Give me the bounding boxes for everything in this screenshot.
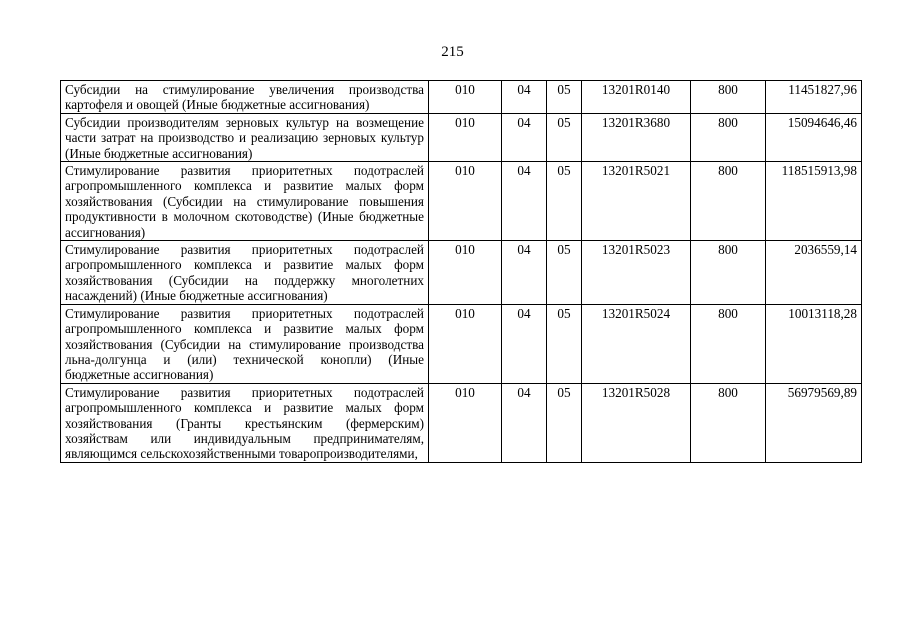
target-article-code: 13201R5028 xyxy=(582,383,691,462)
subsection-code: 05 xyxy=(547,81,582,114)
ministry-code: 010 xyxy=(429,383,502,462)
budget-table xyxy=(60,80,862,463)
ministry-code: 010 xyxy=(429,113,502,161)
table-body xyxy=(61,81,862,463)
expense-type-code: 800 xyxy=(691,113,766,161)
ministry-code: 010 xyxy=(429,304,502,383)
table-row xyxy=(61,81,862,114)
expense-type-code: 800 xyxy=(691,304,766,383)
amount-value: 15094646,46 xyxy=(766,113,862,161)
section-code: 04 xyxy=(502,241,547,305)
table-row xyxy=(61,383,862,462)
row-name: Стимулирование развития приоритетных подотраслей агропромышленного комплекса и развитие малых форм хозяйствования (Субсидии на стимулирование производства льна-долгунца и (или) технической конопли) (Иные бюджетные ассигнования) xyxy=(61,304,429,383)
expense-type-code: 800 xyxy=(691,162,766,241)
target-article-code: 13201R5024 xyxy=(582,304,691,383)
target-article-code: 13201R3680 xyxy=(582,113,691,161)
subsection-code: 05 xyxy=(547,162,582,241)
amount-value: 10013118,28 xyxy=(766,304,862,383)
row-name: Субсидии производителям зерновых культур на возмещение части затрат на производство и реализацию зерновых культур (Иные бюджетные ассигнования) xyxy=(61,113,429,161)
expense-type-code: 800 xyxy=(691,383,766,462)
ministry-code: 010 xyxy=(429,81,502,114)
section-code: 04 xyxy=(502,81,547,114)
subsection-code: 05 xyxy=(547,383,582,462)
target-article-code: 13201R0140 xyxy=(582,81,691,114)
section-code: 04 xyxy=(502,383,547,462)
page-number: 215 xyxy=(441,44,464,60)
amount-value: 2036559,14 xyxy=(766,241,862,305)
target-article-code: 13201R5023 xyxy=(582,241,691,305)
section-code: 04 xyxy=(502,162,547,241)
subsection-code: 05 xyxy=(547,241,582,305)
target-article-code: 13201R5021 xyxy=(582,162,691,241)
table-row xyxy=(61,113,862,161)
table-row xyxy=(61,241,862,305)
section-code: 04 xyxy=(502,304,547,383)
row-name: Стимулирование развития приоритетных подотраслей агропромышленного комплекса и развитие малых форм хозяйствования (Субсидии на поддержку многолетних насаждений) (Иные бюджетные ассигнования) xyxy=(61,241,429,305)
expense-type-code: 800 xyxy=(691,81,766,114)
amount-value: 11451827,96 xyxy=(766,81,862,114)
ministry-code: 010 xyxy=(429,162,502,241)
row-name: Стимулирование развития приоритетных подотраслей агропромышленного комплекса и развитие малых форм хозяйствования (Гранты крестьянским (фермерским) хозяйствам или индивидуальным предпринимателям, являющимся сельскохозяйственными товаропроизводителями, xyxy=(61,383,429,462)
table-row xyxy=(61,162,862,241)
amount-value: 118515913,98 xyxy=(766,162,862,241)
row-name: Стимулирование развития приоритетных подотраслей агропромышленного комплекса и развитие малых форм хозяйствования (Субсидии на стимулирование повышения продуктивности в молочном скотоводстве) (Иные бюджетные ассигнования) xyxy=(61,162,429,241)
subsection-code: 05 xyxy=(547,304,582,383)
ministry-code: 010 xyxy=(429,241,502,305)
row-name: Субсидии на стимулирование увеличения производства картофеля и овощей (Иные бюджетные ассигнования) xyxy=(61,81,429,114)
subsection-code: 05 xyxy=(547,113,582,161)
table-row xyxy=(61,304,862,383)
section-code: 04 xyxy=(502,113,547,161)
amount-value: 56979569,89 xyxy=(766,383,862,462)
expense-type-code: 800 xyxy=(691,241,766,305)
